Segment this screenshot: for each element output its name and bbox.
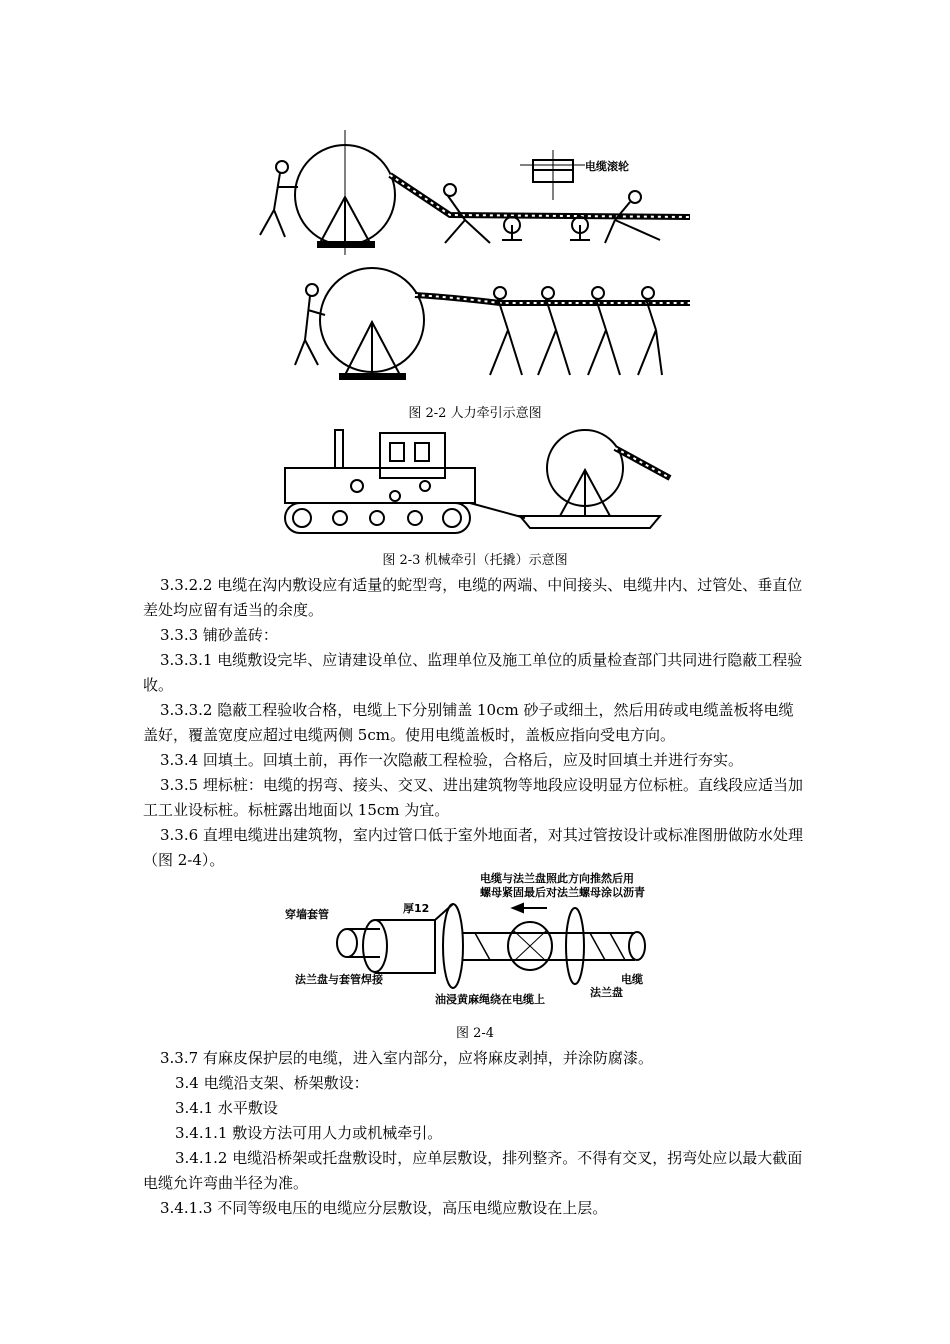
cable-with-hemp — [463, 908, 645, 984]
label-hemp-rope: 油浸黄麻绳绕在电缆上 — [435, 993, 545, 1006]
paragraph-3-3-3-1: 3.3.3.1 电缆敷设完毕、应请建设单位、监理单位及施工单位的质量检查部门共同进行隐蔽工程验收。 — [143, 651, 803, 694]
figure-2-2-caption: 图 2-2 人力牵引示意图 — [408, 406, 542, 421]
lower-cable-drum — [320, 268, 424, 379]
figure-2-2-manual-pulling — [250, 125, 700, 395]
figure-2-3-caption: 图 2-3 机械牵引（托撬）示意图 — [382, 553, 568, 568]
cable-roller-detail — [520, 150, 585, 200]
label-cable-roller: 电缆滚轮 — [585, 160, 629, 173]
label-note-line-2: 螺母紧固最后对法兰螺母涂以沥青 — [480, 886, 645, 899]
label-thickness: 厚12 — [403, 902, 430, 915]
upper-worker-left — [260, 161, 298, 237]
paragraph-3-4-1-3: 3.4.1.3 不同等级电压的电缆应分层敷设，高压电缆应敷设在上层。 — [160, 1199, 608, 1217]
paragraph-3-3-6: 3.3.6 直埋电缆进出建筑物，室内过管口低于室外地面者，对其过管按设计或标准图册做防水处理（图 2-4）。 — [143, 826, 803, 869]
paragraph-3-3-4: 3.3.4 回填土。回填土前，再作一次隐蔽工程检验，合格后，应及时回填土并进行夯实。 — [160, 751, 743, 769]
paragraph-3-3-5: 3.3.5 埋标桩：电缆的拐弯、接头、交叉、进出建筑物等地段应设明显方位标桩。直线段应适当加工工业设标桩。标桩露出地面以 15cm 为宜。 — [143, 776, 803, 819]
paragraph-3-4-1-1: 3.4.1.1 敷设方法可用人力或机械牵引。 — [175, 1124, 443, 1142]
paragraph-3-4-1: 3.4.1 水平敷设 — [175, 1099, 278, 1117]
figure-2-4-caption: 图 2-4 — [455, 1026, 495, 1041]
tractor — [285, 430, 475, 533]
cable-roller-2 — [570, 217, 590, 240]
paragraph-3-4-1-2: 3.4.1.2 电缆沿桥架或托盘敷设时，应单层敷设，排列整齐。不得有交叉，拐弯处应以最大截面电缆允许弯曲半径为准。 — [143, 1149, 803, 1192]
paragraph-3-3-3: 3.3.3 铺砂盖砖： — [160, 626, 278, 644]
label-flange: 法兰盘 — [590, 986, 623, 999]
label-note-line-1: 电缆与法兰盘照此方向推然后用 — [480, 872, 634, 885]
paragraph-3-3-2-2: 3.3.2.2 电缆在沟内敷设应有适量的蛇型弯，电缆的两端、中间接头、电缆井内、过管处、垂直位差处均应留有适当的余度。 — [143, 576, 803, 619]
figure-2-3-mechanical-pulling — [280, 428, 680, 543]
paragraph-3-4: 3.4 电缆沿支架、桥架敷设： — [175, 1074, 369, 1092]
upper-cable-drum — [295, 130, 395, 255]
cable-roller-1 — [502, 217, 522, 240]
label-wall-sleeve: 穿墙套管 — [285, 908, 329, 921]
label-flange-weld: 法兰盘与套管焊接 — [295, 973, 383, 986]
figure-2-4-wall-penetration — [285, 868, 670, 1013]
paragraph-3-3-7: 3.3.7 有麻皮保护层的电缆，进入室内部分，应将麻皮剥掉，并涂防腐漆。 — [160, 1049, 653, 1067]
label-cable: 电缆 — [621, 973, 643, 986]
paragraph-3-3-3-2: 3.3.3.2 隐蔽工程验收合格，电缆上下分别铺盖 10cm 砂子或细土，然后用砖或电缆盖板将电缆盖好，覆盖宽度应超过电缆两侧 5cm。使用电缆盖板时，盖板应指向受电方向。 — [143, 701, 794, 744]
sled-with-drum — [520, 430, 670, 528]
